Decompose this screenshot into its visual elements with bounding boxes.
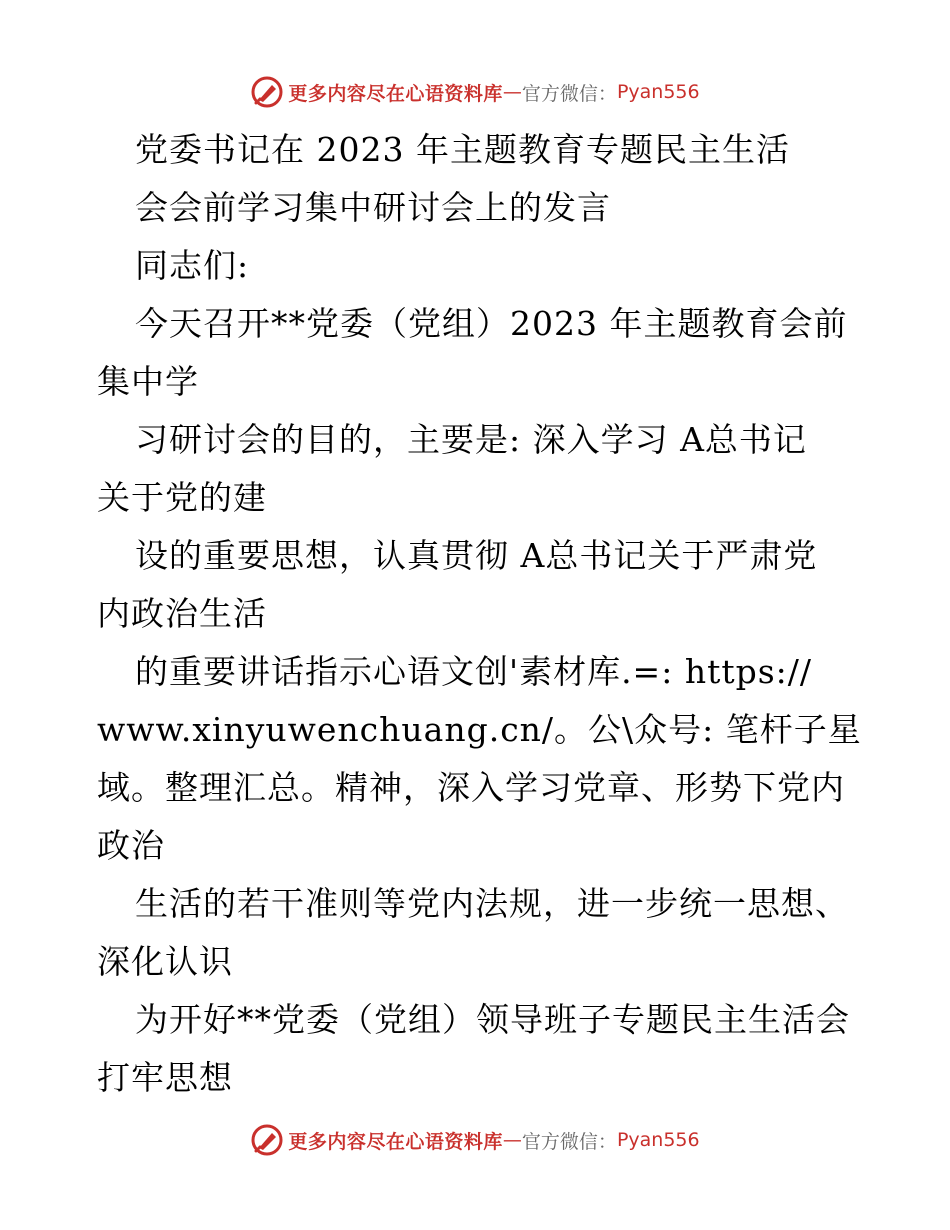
title-line-1: 党委书记在 2023 年主题教育专题民主生活	[135, 130, 790, 169]
paragraph-line: 设的重要思想，认真贯彻 A总书记关于严肃党	[135, 536, 818, 575]
paragraph-line: 域。整理汇总。精神，深入学习党章、形势下党内	[97, 768, 845, 807]
title-line-2: 会会前学习集中研讨会上的发言	[135, 188, 611, 227]
paragraph-line: 今天召开**党委（党组）2023 年主题教育会前	[135, 304, 848, 343]
paragraph-line: 为开好**党委（党组）领导班子专题民主生活会	[135, 1000, 850, 1039]
watermark-wechat-label: 官方微信：	[521, 82, 617, 105]
watermark-dash: —	[502, 1129, 522, 1151]
header-watermark	[0, 70, 950, 114]
paragraph-line: 生活的若干准则等党内法规，进一步统一思想、	[135, 884, 849, 923]
watermark-dash: —	[502, 81, 522, 103]
paragraph-line: 习研讨会的目的，主要是: 深入学习 A总书记	[135, 420, 807, 459]
paragraph-line: 集中学	[97, 362, 199, 401]
watermark-site-text: 更多内容尽在心语资料库	[288, 1130, 503, 1153]
watermark-wechat-id: Pyan556	[616, 1129, 700, 1151]
paragraph-line: www.xinyuwenchuang.cn/。公\众号: 笔杆子星	[97, 710, 862, 749]
pen-nib-logo-icon	[250, 1123, 284, 1157]
watermark-wechat-label: 官方微信：	[521, 1130, 617, 1153]
footer-watermark	[0, 1118, 950, 1162]
paragraph-line: 政治	[97, 826, 165, 865]
watermark-wechat-id: Pyan556	[616, 81, 700, 103]
paragraph-line: 内政治生活	[97, 594, 267, 633]
paragraph-line: 深化认识	[97, 942, 233, 981]
paragraph-line: 的重要讲话指示心语文创'素材库.=: https://	[135, 652, 813, 691]
paragraph-line: 打牢思想	[97, 1058, 233, 1097]
watermark-site-text: 更多内容尽在心语资料库	[288, 82, 503, 105]
pen-nib-logo-icon	[250, 75, 284, 109]
paragraph-line: 关于党的建	[97, 478, 267, 517]
salutation: 同志们:	[135, 246, 250, 285]
